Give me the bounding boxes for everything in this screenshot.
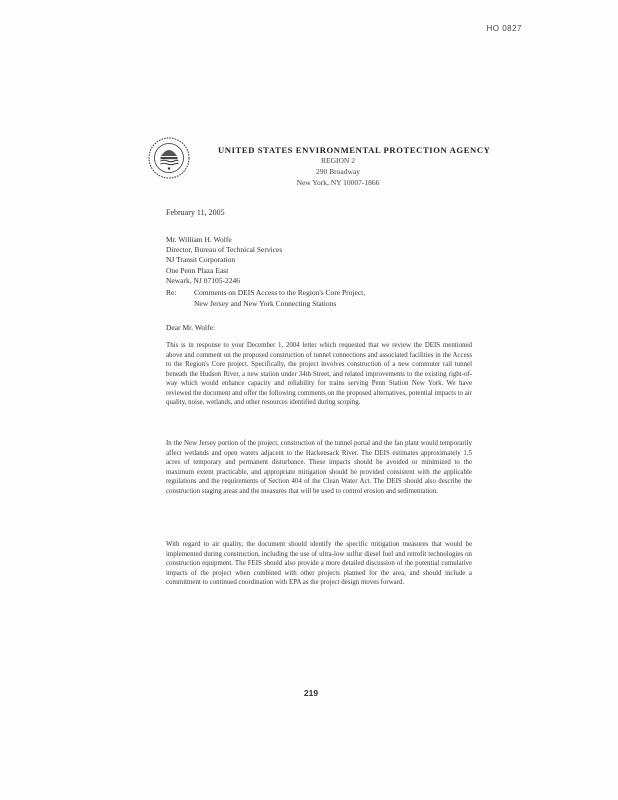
body-paragraph: With regard to air quality, the document should identify the specific mitigation measures that would be implemented during construction, including the use of ultra-low sulfur diesel fuel and retrofit technologies on construction equipment. The FEIS should also provide a more detailed discussion of the potential cumulative impacts of the project when combined with other projects planned for the area, and should include a commitment to continued coordination with EPA as the project design moves forward. bbox=[166, 541, 472, 587]
body-paragraph: In the New Jersey portion of the project, construction of the tunnel portal and the fan plant would temporarily affect wetlands and open waters adjacent to the Hackensack River. The DEIS estimates approximately 1.5 acres of temporary and permanent disturbance. These impacts should be avoided or minimized to the maximum extent practicable, and appropriate mitigation should be provided consistent with the applicable regulations and the requirements of Section 404 of the Clean Water Act. The DEIS should also describe the construction staging areas and the measures that will be used to control erosion and sedimentation. bbox=[166, 440, 472, 495]
agency-region: REGION 2 bbox=[321, 156, 355, 165]
recipient-line: Director, Bureau of Technical Services bbox=[166, 245, 283, 255]
salutation: Dear Mr. Wolfe: bbox=[166, 323, 216, 332]
page-number: 219 bbox=[303, 688, 319, 698]
document-number: HO 0827 bbox=[486, 24, 522, 33]
recipient-line: Mr. William H. Wolfe bbox=[166, 235, 232, 244]
body-paragraph: This is in response to your December 1, 2004 letter which requested that we review the DEIS mentioned above and comment on the proposed construction of tunnel connections and associated facilities in the Access to the Region's Core project. Specifically, the project involves construction of a new commuter rail tunnel beneath the Hudson River, a new station under 34th Street, and related improvements to the existing right-of-way which would enhance capacity and reliability for trains serving Penn Station New York. We have reviewed the document and offer the following comments on the proposed alternatives, potential impacts to air quality, noise, wetlands, and other resources identified during scoping. bbox=[166, 342, 472, 407]
recipient-line: Newark, NJ 07105-2246 bbox=[166, 275, 240, 285]
subject-label: Re: bbox=[166, 288, 177, 297]
letterhead bbox=[218, 145, 491, 188]
recipient-line: One Penn Plaza East bbox=[166, 265, 229, 275]
agency-city: New York, NY 10007-1866 bbox=[296, 178, 380, 187]
epa-seal-icon bbox=[148, 137, 190, 179]
subject-text: Comments on DEIS Access to the Region's Core Project, bbox=[194, 288, 366, 297]
recipient-address bbox=[166, 235, 282, 286]
recipient-line: NJ Transit Corporation bbox=[166, 255, 236, 265]
letter-date: February 11, 2005 bbox=[166, 208, 225, 217]
agency-street: 290 Broadway bbox=[316, 167, 360, 176]
agency-name: UNITED STATES ENVIRONMENTAL PROTECTION AGENCY bbox=[218, 145, 491, 155]
subject-text: New Jersey and New York Connecting Stations bbox=[194, 298, 337, 308]
subject-line bbox=[166, 288, 365, 309]
